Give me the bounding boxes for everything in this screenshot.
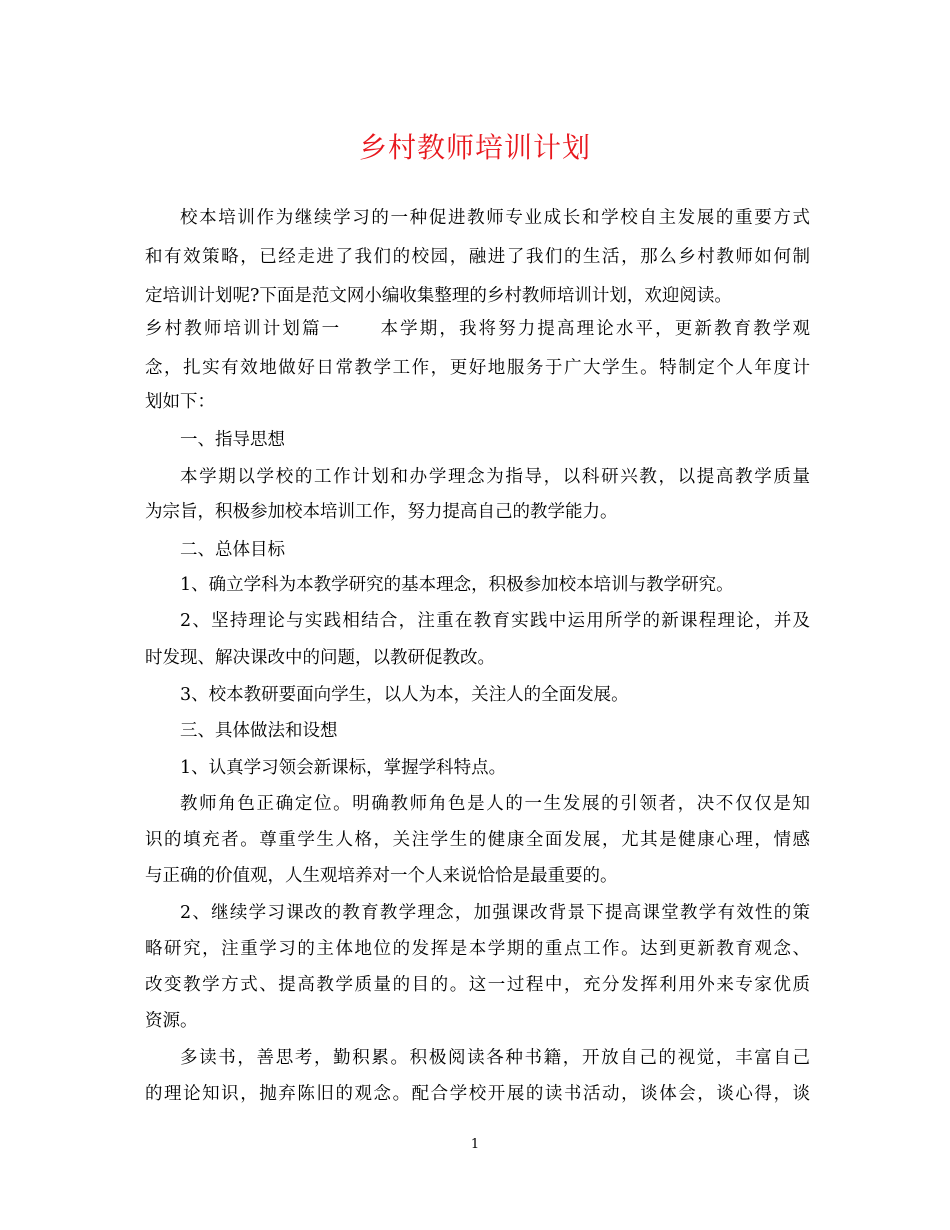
body-line: 乡村教师培训计划篇一 本学期，我将努力提高理论水平，更新教育教学观 [145,319,810,339]
body-line: 校本培训作为继续学习的一种促进教师专业成长和学校自主发展的重要方式 [180,208,810,228]
body-line: 的理论知识，抛弃陈旧的观念。配合学校开展的读书活动，谈体会，谈心得，谈 [145,1084,810,1104]
body-line: 1、认真学习领会新课标，掌握学科特点。 [180,758,507,778]
section-heading: 二、总体目标 [180,540,285,560]
body-line: 多读书，善思考，勤积累。积极阅读各种书籍，开放自己的视觉，丰富自己 [180,1048,810,1068]
body-line: 定培训计划呢?下面是范文网小编收集整理的乡村教师培训计划，欢迎阅读。 [145,286,732,306]
body-line: 2、坚持理论与实践相结合，注重在教育实践中运用所学的新课程理论，并及 [180,611,810,631]
body-line: 念，扎实有效地做好日常教学工作，更好地服务于广大学生。特制定个人年度计 [145,358,810,378]
body-line: 识的填充者。尊重学生人格，关注学生的健康全面发展，尤其是健康心理，情感 [145,830,810,850]
body-line: 为宗旨，积极参加校本培训工作，努力提高自己的教学能力。 [145,502,618,522]
body-line: 划如下： [145,392,215,412]
body-line: 3、校本教研要面向学生，以人为本，关注人的全面发展。 [180,685,629,705]
page-number: 1 [470,1137,480,1152]
body-line: 资源。 [145,1011,198,1031]
section-heading: 三、具体做法和设想 [180,721,338,741]
page-title: 乡村教师培训计划 [358,131,591,164]
body-line: 本学期以学校的工作计划和办学理念为指导，以科研兴教，以提高教学质量 [180,467,810,487]
body-line: 略研究，注重学习的主体地位的发挥是本学期的重点工作。达到更新教育观念、 [145,939,810,959]
body-line: 2、继续学习课改的教育教学理念，加强课改背景下提高课堂教学有效性的策 [180,903,810,923]
body-line: 与正确的价值观，人生观培养对一个人来说恰恰是最重要的。 [145,866,618,886]
body-line: 1、确立学科为本教学研究的基本理念，积极参加校本培训与教学研究。 [180,575,734,595]
body-line: 教师角色正确定位。明确教师角色是人的一生发展的引领者，决不仅仅是知 [180,794,810,814]
body-line: 和有效策略，已经走进了我们的校园，融进了我们的生活，那么乡村教师如何制 [145,247,810,267]
section-heading: 一、指导思想 [180,430,285,450]
body-line: 时发现、解决课改中的问题，以教研促教改。 [145,648,495,668]
body-line: 改变教学方式、提高教学质量的目的。这一过程中，充分发挥利用外来专家优质 [145,975,810,995]
